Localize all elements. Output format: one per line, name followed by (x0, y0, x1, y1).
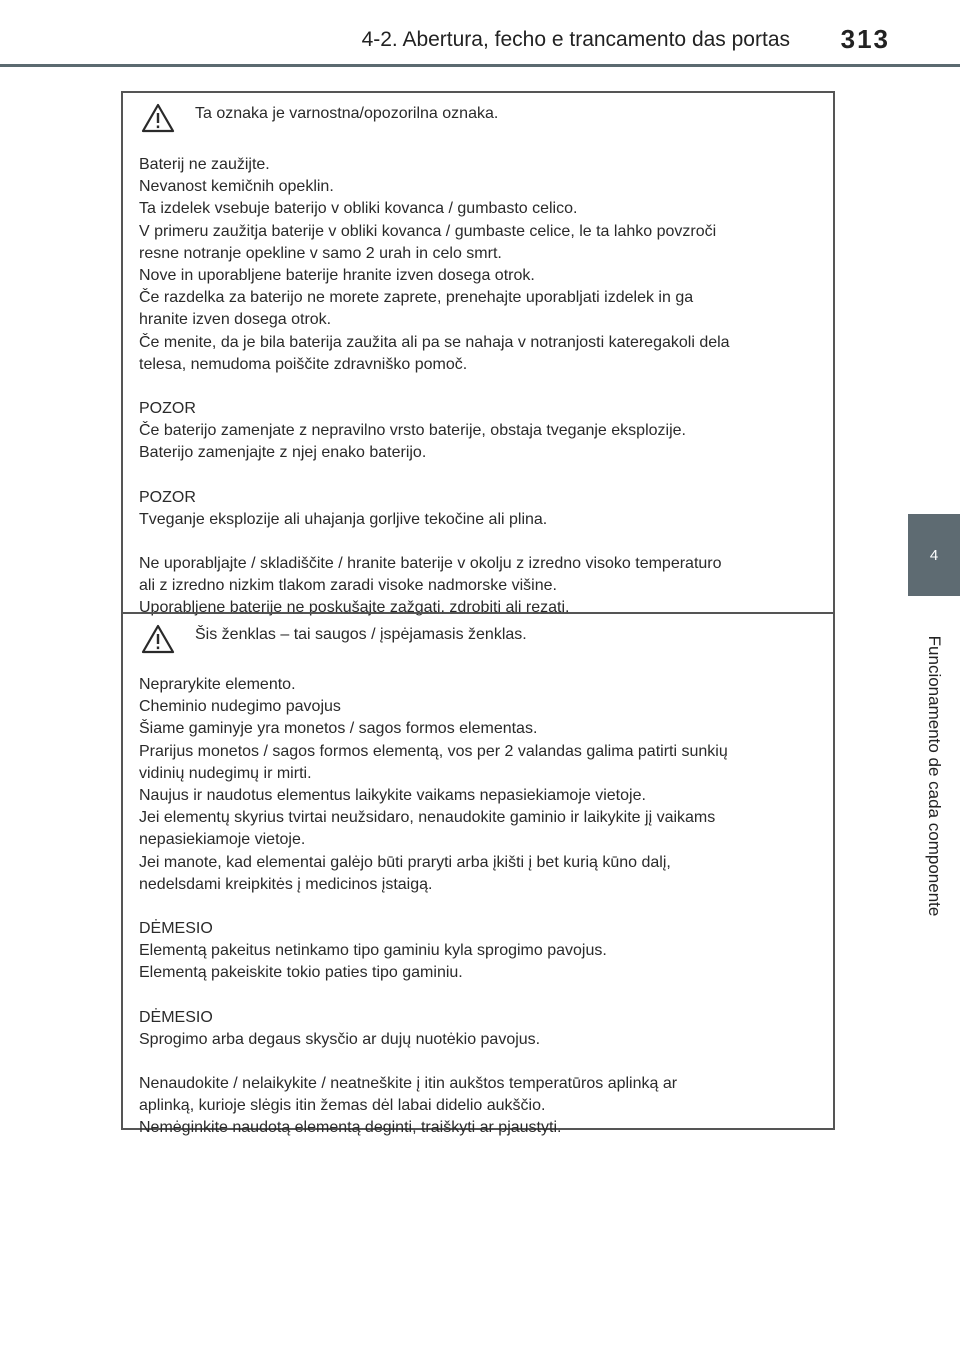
text-line: Neprarykite elemento. (139, 676, 296, 693)
warning-triangle-icon (141, 103, 175, 133)
text-line: Elementą pakeiskite tokio paties tipo gaminiu. (139, 964, 463, 982)
warning-paragraph (139, 154, 819, 376)
text-line: nepasiekiamoje vietoje. (139, 831, 306, 849)
caution-paragraph (139, 398, 819, 465)
text-line: Cheminio nudegimo pavojus (139, 698, 341, 716)
caution-heading: DĖMESIO (139, 920, 213, 938)
text-line: hranite izven dosega otrok. (139, 311, 332, 329)
text-line: Sprogimo arba degaus skysčio ar dujų nuotėkio pavojus. (139, 1030, 541, 1048)
caution-paragraph (139, 487, 819, 531)
text-line: Prarijus monetos / sagos formos elementą, vos per 2 valandas galima patirti sunkių (139, 742, 728, 760)
text-line: Če baterijo zamenjate z nepravilno vrsto baterije, obstaja tveganje eksplozije. (139, 422, 686, 440)
chapter-tab-number: 4 (929, 546, 939, 564)
text-line: Jei manote, kad elementai galėjo būti praryti arba įkišti į bet kurią kūno dalį, (139, 853, 671, 871)
chapter-tab (908, 514, 960, 596)
text-line: aplinką, kurioje slėgis itin žemas dėl labai didelio aukščio. (139, 1097, 546, 1115)
text-line: Baterij ne zaužijte. (139, 156, 270, 173)
page-number: 313 (840, 24, 890, 54)
notice-heading (139, 103, 819, 127)
text-line: Če razdelka za baterijo ne morete zaprete, prenehajte uporabljati izdelek in ga (139, 289, 694, 307)
notice-heading (139, 624, 819, 648)
text-line: telesa, nemudoma poiščite zdravniško pomoč. (139, 355, 468, 373)
text-line: Šiame gaminyje yra monetos / sagos formos elementas. (139, 720, 538, 738)
text-line: Nenaudokite / nelaikykite / neatneškite į itin aukštos temperatūros aplinką ar (139, 1075, 678, 1093)
text-line: Uporabljene baterije ne poskušajte zažgati, zdrobiti ali rezati. (139, 599, 570, 617)
caution-paragraph (139, 918, 819, 985)
text-line: Baterijo zamenjajte z njej enako baterijo. (139, 444, 427, 462)
chapter-side-label-text: Funcionamento de cada componente (925, 635, 944, 917)
text-line: Tveganje eksplozije ali uhajanja gorljive tekočine ali plina. (139, 510, 548, 528)
notice-slovenian (123, 93, 833, 617)
text-line: Če menite, da je bila baterija zaužita ali pa se nahaja v notranjosti kateregakoli dela (139, 333, 730, 351)
chapter-title: 4-2. Abertura, fecho e trancamento das portas (361, 28, 790, 51)
caution-heading: POZOR (139, 400, 196, 418)
warning-paragraph (139, 674, 819, 896)
storage-paragraph (139, 1073, 819, 1140)
notice-lithuanian (123, 612, 833, 1137)
text-line: Jei elementų skyrius tvirtai neužsidaro, nenaudokite gaminio ir laikykite jį vaikams (139, 809, 716, 827)
text-line: Nove in uporabljene baterije hranite izven dosega otrok. (139, 267, 535, 285)
text-line: Ta izdelek vsebuje baterijo v obliki kovanca / gumbasto celico. (139, 200, 578, 218)
text-line: Ne uporabljajte / skladiščite / hranite baterije v okolju z izredno visoko temperaturo (139, 555, 722, 573)
notice-title: Šis ženklas – tai saugos / įspėjamasis ženklas. (195, 626, 527, 643)
notice-title: Ta oznaka je varnostna/opozorilna oznaka. (195, 105, 499, 122)
text-line: Elementą pakeitus netinkamo tipo gaminiu kyla sprogimo pavojus. (139, 942, 607, 960)
text-line: resne notranje opekline v samo 2 urah in celo smrt. (139, 244, 502, 262)
caution-paragraph (139, 1007, 819, 1051)
text-line: vidinių nudegimų ir mirti. (139, 764, 312, 782)
text-line: Nemėginkite naudotą elementą deginti, traiškyti ar pjaustyti. (139, 1119, 562, 1137)
battery-warning-box (121, 91, 835, 1137)
warning-triangle-icon (141, 624, 175, 654)
page-header (0, 0, 960, 66)
storage-paragraph (139, 553, 819, 620)
text-line: V primeru zaužitja baterije v obliki kovanca / gumbaste celice, le ta lahko povzroči (139, 222, 717, 240)
header-divider (0, 64, 960, 67)
text-line: Naujus ir naudotus elementus laikykite vaikams nepasiekiamoje vietoje. (139, 787, 646, 805)
text-line: nedelsdami kreipkitės į medicinos įstaigą. (139, 875, 433, 893)
text-line: ali z izredno nizkim tlakom zaradi visoke nadmorske višine. (139, 577, 557, 595)
caution-heading: DĖMESIO (139, 1008, 213, 1026)
caution-heading: POZOR (139, 488, 196, 506)
chapter-side-label (908, 600, 960, 952)
text-line: Nevanost kemičnih opeklin. (139, 178, 334, 196)
